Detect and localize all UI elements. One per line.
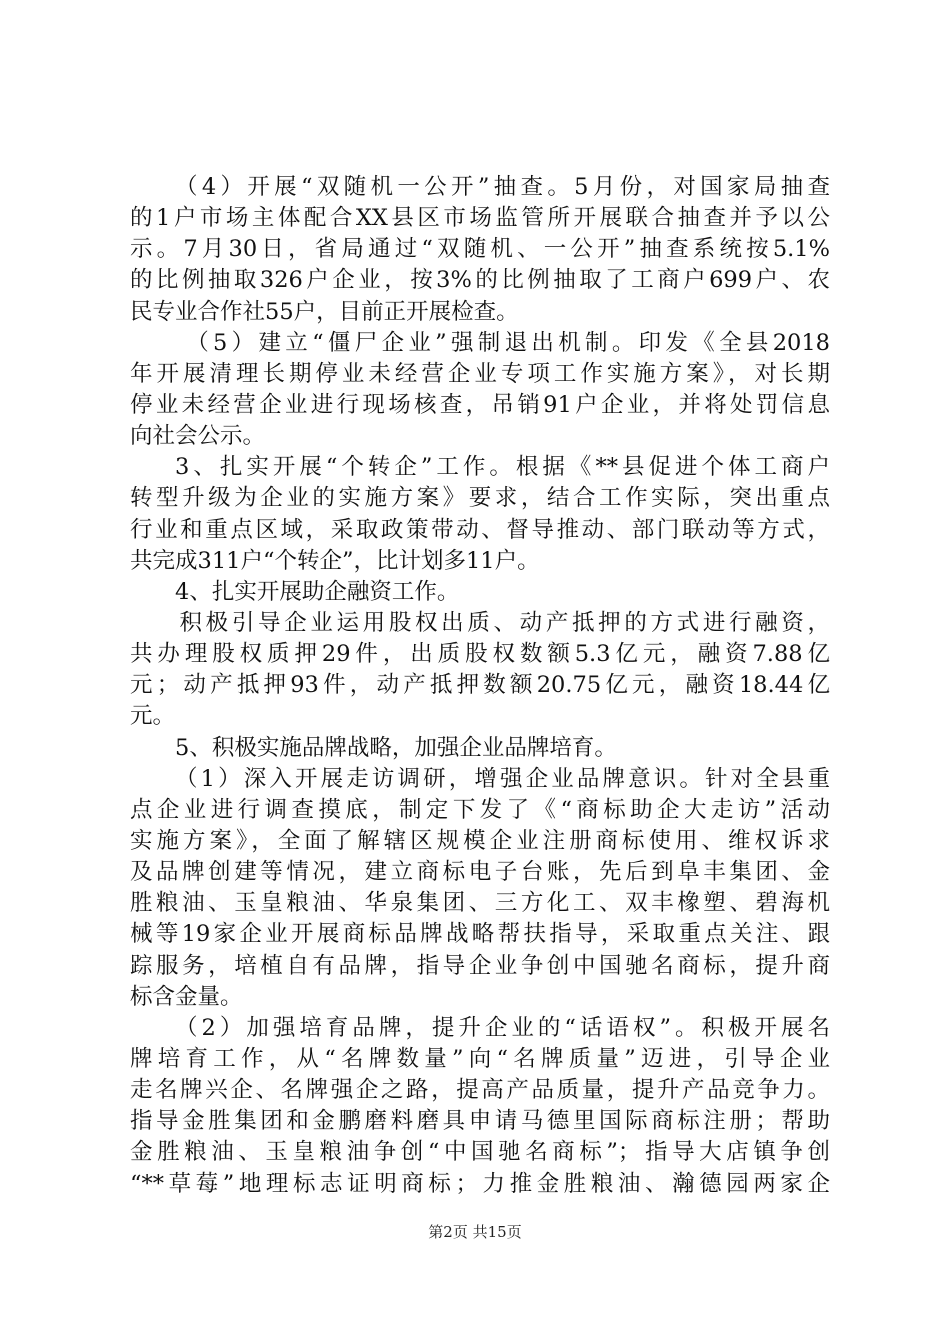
text-line: 走名牌兴企、名牌强企之路，提高产品质量，提升产品竞争力。: [130, 1077, 830, 1104]
text-line: “**草莓”地理标志证明商标；力推金胜粮油、瀚德园两家企: [130, 1170, 830, 1197]
text-line: 3、扎实开展“个转企”工作。根据《**县促进个体工商户: [175, 454, 830, 481]
text-line: 金胜粮油、玉皇粮油争创“中国驰名商标”；指导大店镇争创: [130, 1139, 830, 1166]
text-line: 牌培育工作，从“名牌数量”向“名牌质量”迈进，引导企业: [130, 1045, 830, 1072]
text-line: 行业和重点区域，采取政策带动、督导推动、部门联动等方式，: [130, 516, 830, 543]
text-line: 5、积极实施品牌战略，加强企业品牌培育。: [175, 734, 617, 761]
text-line: （5）建立“僵尸企业”强制退出机制。印发《全县2018: [186, 329, 830, 356]
text-line: 示。7月30日，省局通过“双随机、一公开”抽查系统按5.1%: [130, 236, 830, 263]
text-line: 停业未经营企业进行现场核查，吊销91户企业，并将处罚信息: [130, 391, 830, 418]
text-line: （2）加强培育品牌，提升企业的“话语权”。积极开展名: [175, 1014, 830, 1041]
text-line: 的1户市场主体配合XX县区市场监管所开展联合抽查并予以公: [130, 205, 830, 232]
text-line: 械等19家企业开展商标品牌战略帮扶指导，采取重点关注、跟: [130, 921, 830, 948]
text-line: 共完成311户“个转企”，比计划多11户。: [130, 547, 540, 574]
text-line: 4、扎实开展助企融资工作。: [175, 578, 460, 605]
text-line: （4）开展“双随机一公开”抽查。5月份，对国家局抽查: [175, 174, 830, 200]
text-line: 指导金胜集团和金鹏磨料磨具申请马德里国际商标注册；帮助: [130, 1108, 830, 1135]
body-text: [130, 172, 830, 1200]
text-line: 的比例抽取326户企业，按3%的比例抽取了工商户699户、农: [130, 267, 830, 294]
text-line: 元。: [130, 703, 176, 730]
text-line: 民专业合作社55户，目前正开展检查。: [130, 298, 519, 325]
text-line: 转型升级为企业的实施方案》要求，结合工作实际，突出重点: [130, 485, 830, 512]
text-line: 点企业进行调查摸底，制定下发了《“商标助企大走访”活动: [130, 796, 830, 823]
page-footer: 第2页 共15页: [428, 1223, 522, 1241]
text-line: 实施方案》，全面了解辖区规模企业注册商标使用、维权诉求: [130, 827, 830, 854]
text-line: 积极引导企业运用股权出质、动产抵押的方式进行融资，: [179, 609, 830, 636]
text-line: 胜粮油、玉皇粮油、华泉集团、三方化工、双丰橡塑、碧海机: [130, 890, 830, 917]
text-line: 踪服务，培植自有品牌，指导企业争创中国驰名商标，提升商: [130, 952, 830, 979]
text-line: 标含金量。: [130, 983, 243, 1010]
text-line: 年开展清理长期停业未经营企业专项工作实施方案》，对长期: [130, 360, 830, 387]
text-line: 及品牌创建等情况，建立商标电子台账，先后到阜丰集团、金: [130, 859, 830, 886]
text-line: 元；动产抵押93件，动产抵押数额20.75亿元，融资18.44亿: [130, 672, 830, 699]
text-line: 向社会公示。: [130, 423, 266, 450]
text-line: 共办理股权质押29件，出质股权数额5.3亿元，融资7.88亿: [130, 641, 830, 668]
text-line: （1）深入开展走访调研，增强企业品牌意识。针对全县重: [175, 765, 830, 792]
